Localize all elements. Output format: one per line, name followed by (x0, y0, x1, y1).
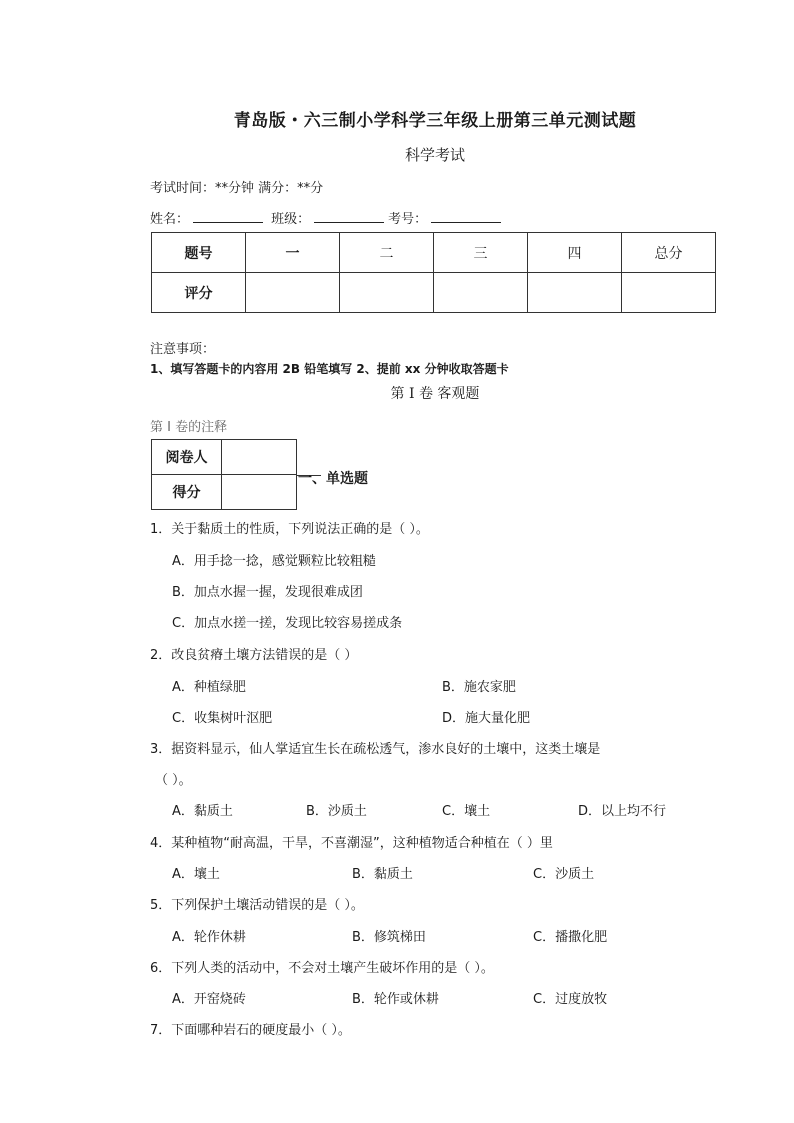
class-blank[interactable] (314, 210, 384, 223)
name-blank[interactable] (193, 210, 263, 223)
score-cell[interactable] (340, 273, 434, 313)
question-option[interactable]: C．收集树叶沤肥 (172, 711, 273, 726)
question-option[interactable]: A．黏质土 (172, 804, 233, 819)
question-option[interactable]: A．用手捻一捻，感觉颗粒比较粗糙 (172, 554, 376, 569)
question-stem: 3．据资料显示，仙人掌适宜生长在疏松透气，渗水良好的土壤中，这类土壤是 (150, 742, 601, 757)
page-subtitle: 科学考试 (404, 146, 465, 164)
score-header-cell: 二 (340, 233, 434, 273)
grader-table (151, 439, 297, 510)
score-table (151, 232, 716, 313)
score-header-cell: 总分 (622, 233, 716, 273)
id-label: 考号： (388, 212, 428, 227)
question-stem: 2．改良贫瘠土壤方法错误的是（ ） (150, 648, 358, 663)
question-stem: 1．关于黏质土的性质，下列说法正确的是（ ）。 (150, 522, 429, 537)
question-option[interactable]: D．以上均不行 (578, 804, 667, 819)
question-option[interactable]: A．开窑烧砖 (172, 992, 246, 1007)
score-header-cell: 四 (528, 233, 622, 273)
question-stem: 4．某种植物“耐高温，干旱，不喜潮湿”，这种植物适合种植在（ ）里 (150, 836, 553, 851)
question-option[interactable]: B．加点水握一握，发现很难成团 (172, 585, 363, 600)
part1-title: 第 I 卷 客观题 (390, 386, 480, 402)
question-option[interactable]: A．种植绿肥 (172, 680, 246, 695)
question-option[interactable]: B．黏质土 (352, 867, 413, 882)
score-header-cell: 一 (246, 233, 340, 273)
question-stem: 7．下面哪种岩石的硬度最小（ ）。 (150, 1023, 351, 1038)
question-stem-continued: （ ）。 (155, 773, 192, 788)
score-cell[interactable] (246, 273, 340, 313)
score-row-label: 评分 (152, 273, 246, 313)
question-option[interactable]: C．沙质土 (533, 867, 595, 882)
id-blank[interactable] (431, 210, 501, 223)
question-option[interactable]: C．壤土 (442, 804, 491, 819)
section-title: 一、单选题 (298, 471, 368, 487)
notes-body: 1、填写答题卡的内容用 2B 铅笔填写 2、提前 xx 分钟收取答题卡 (150, 362, 509, 376)
question-option[interactable]: B．沙质土 (306, 804, 367, 819)
student-info (150, 208, 505, 227)
score-cell[interactable] (528, 273, 622, 313)
question-option[interactable]: B．轮作或休耕 (352, 992, 439, 1007)
question-stem: 6．下列人类的活动中，不会对土壤产生破坏作用的是（ ）。 (150, 961, 494, 976)
question-option[interactable]: C．播撒化肥 (533, 930, 608, 945)
question-option[interactable]: C．过度放牧 (533, 992, 608, 1007)
exam-info: 考试时间：**分钟 满分：**分 (150, 181, 324, 196)
grader-score-label: 得分 (152, 475, 222, 510)
question-option[interactable]: D．施大量化肥 (442, 711, 531, 726)
notes-title: 注意事项： (150, 342, 216, 357)
question-option[interactable]: B．施农家肥 (442, 680, 516, 695)
question-stem: 5．下列保护土壤活动错误的是（ ）。 (150, 898, 364, 913)
grader-score-cell[interactable] (222, 475, 297, 510)
page-title: 青岛版・六三制小学科学三年级上册第三单元测试题 (233, 111, 637, 131)
name-label: 姓名： (150, 212, 190, 227)
question-option[interactable]: C．加点水搓一搓，发现比较容易搓成条 (172, 616, 403, 631)
score-table-header-row (152, 233, 716, 273)
class-label: 班级： (271, 212, 311, 227)
score-header-cell: 三 (434, 233, 528, 273)
question-option[interactable]: A．壤土 (172, 867, 220, 882)
question-option[interactable]: A．轮作休耕 (172, 930, 246, 945)
reviewer-cell[interactable] (222, 440, 297, 475)
score-table-score-row (152, 273, 716, 313)
score-header-cell: 题号 (152, 233, 246, 273)
part1-note: 第 I 卷的注释 (150, 420, 228, 435)
question-option[interactable]: B．修筑梯田 (352, 930, 426, 945)
score-cell[interactable] (434, 273, 528, 313)
reviewer-label: 阅卷人 (152, 440, 222, 475)
score-cell[interactable] (622, 273, 716, 313)
